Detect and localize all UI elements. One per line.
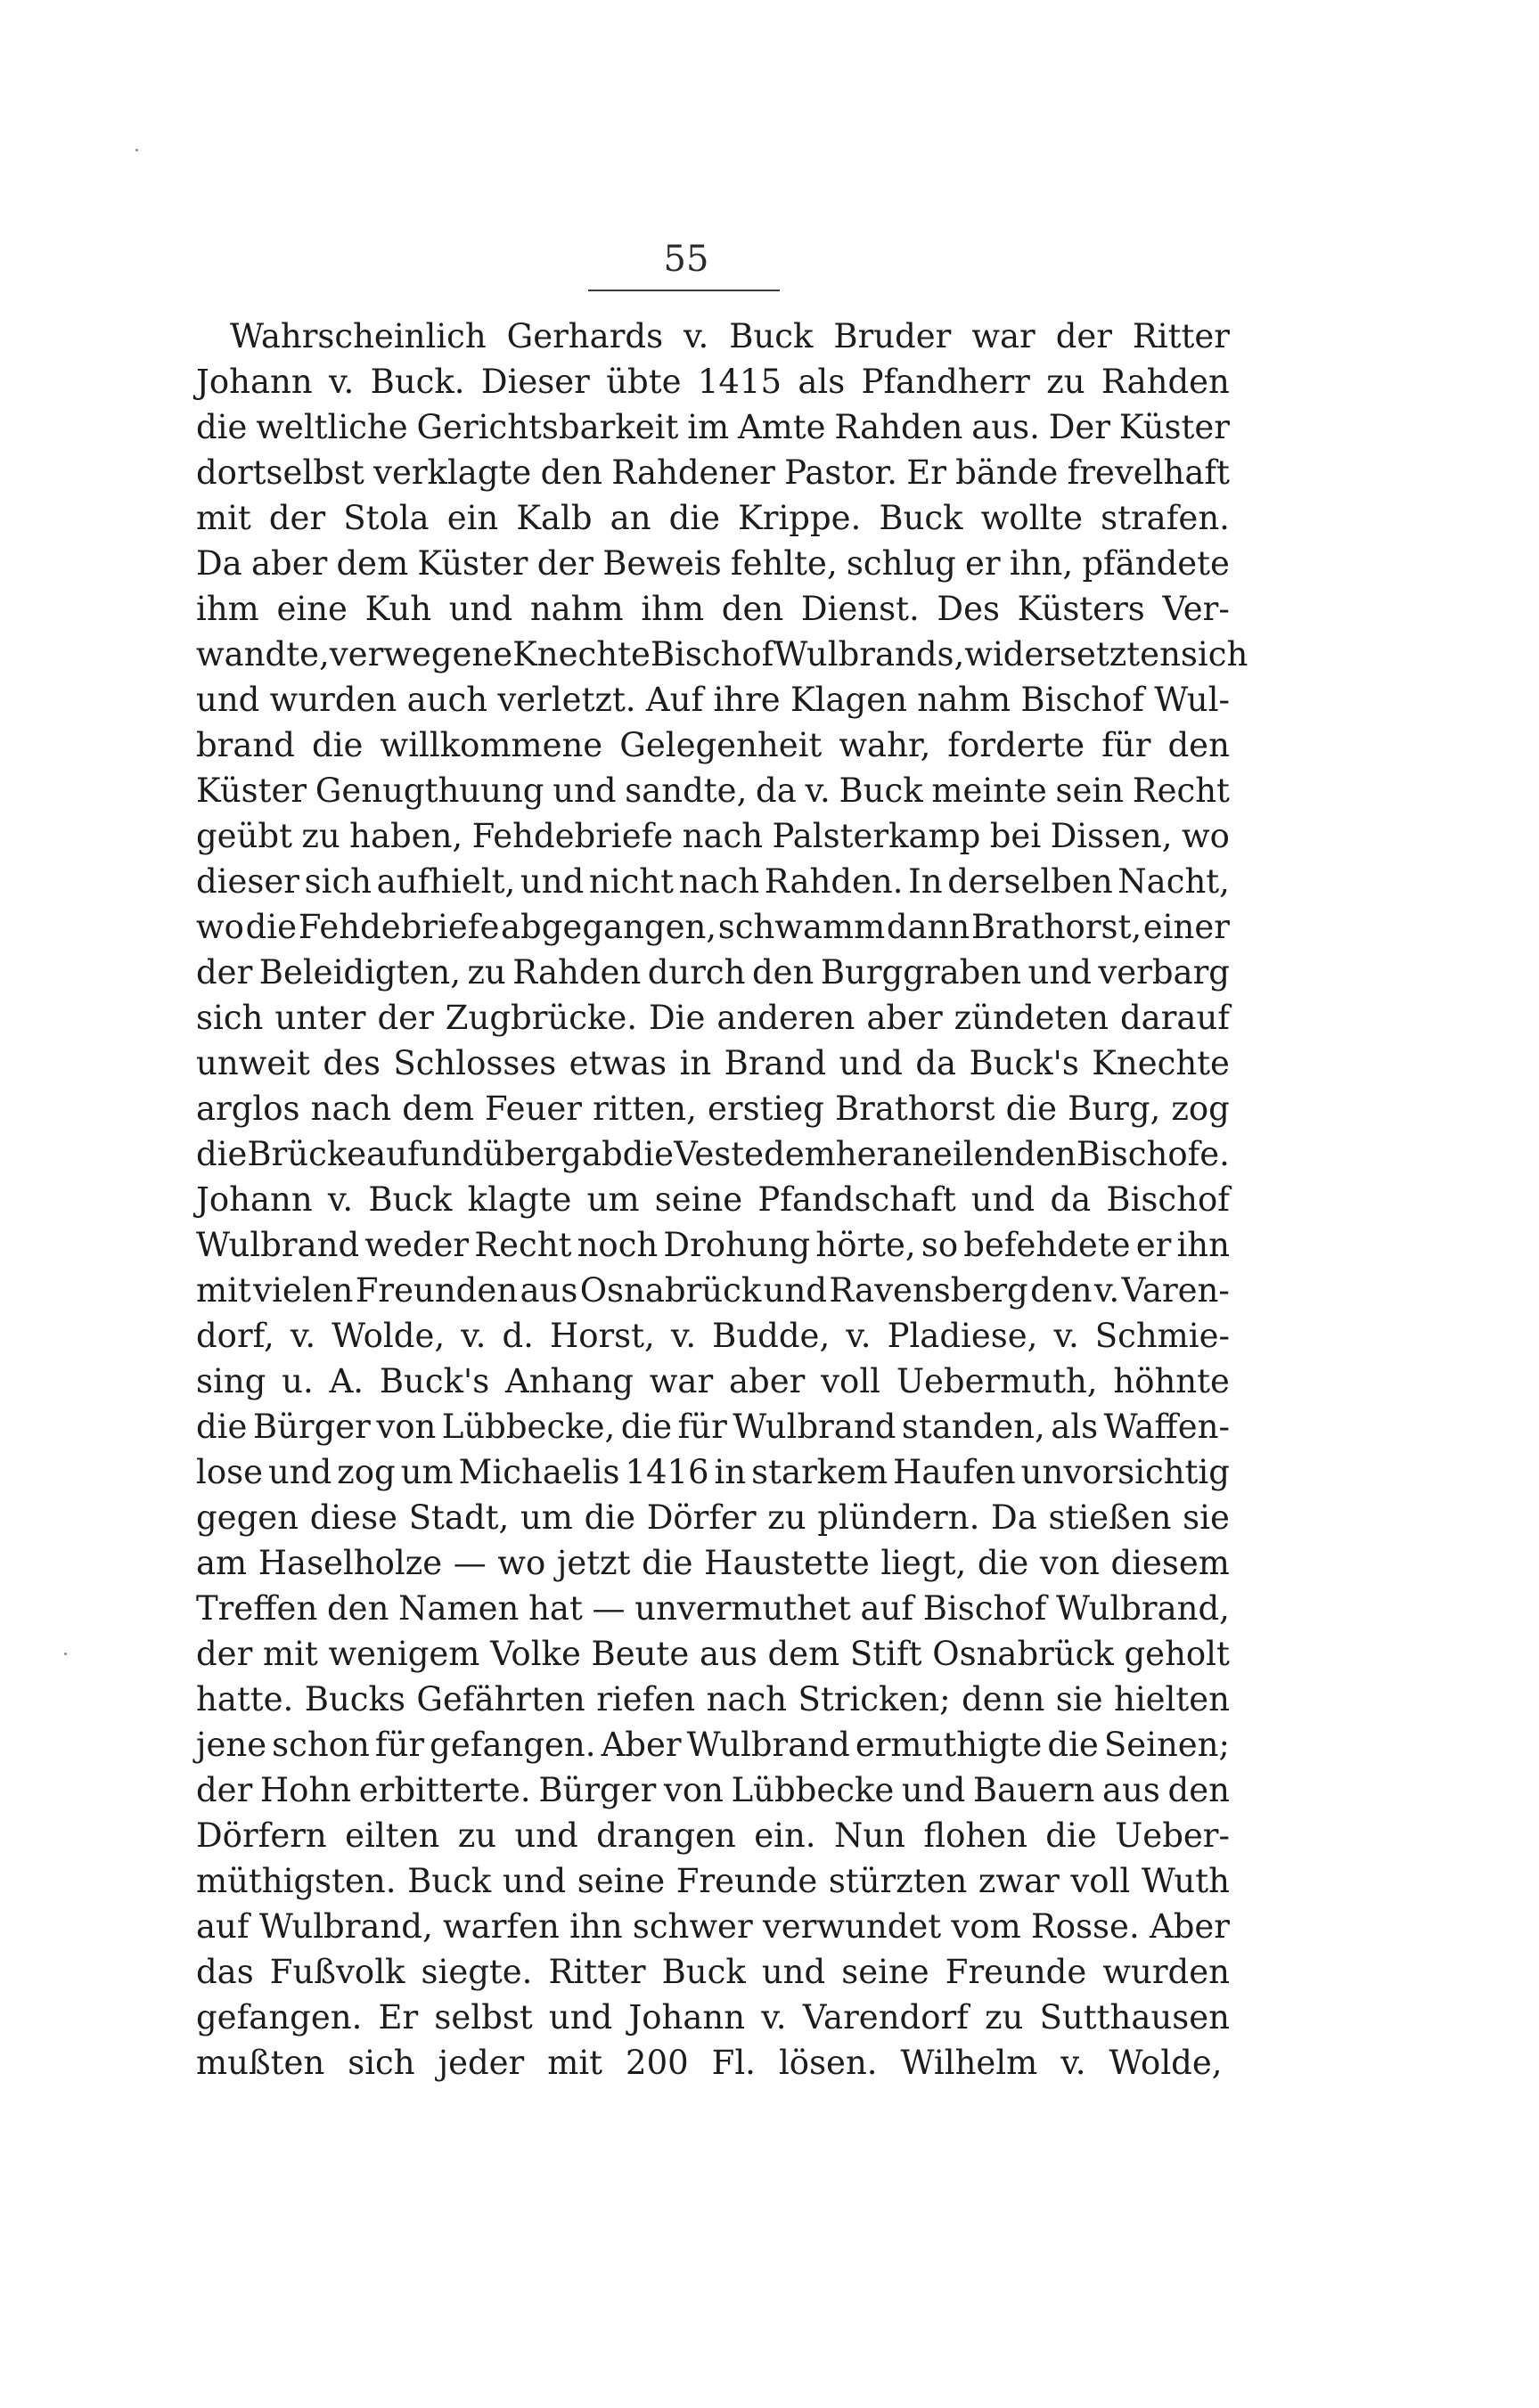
text-line: wo die Fehdebriefe abgegangen, schwamm dann Brathorst, einer [196, 908, 1230, 946]
text-line: arglos nach dem Feuer ritten, erstieg Brathorst die Burg, zog [196, 1090, 1230, 1128]
text-line: Treffen den Namen hat — unvermuthet auf Bischof Wulbrand, [196, 1589, 1230, 1628]
text-line: wandte, verwegene Knechte Bischof Wulbrands, widersetzten sich [196, 635, 1248, 673]
text-line: das Fußvolk siegte. Ritter Buck und seine Freunde wurden [196, 1953, 1230, 1991]
text-line: gegen diese Stadt, um die Dörfer zu plündern. Da stießen sie [196, 1498, 1230, 1537]
text-line: Wahrscheinlich Gerhards v. Buck Bruder war der Ritter [230, 317, 1230, 355]
text-line: hatte. Bucks Gefährten riefen nach Stricken; denn sie hielten [196, 1680, 1230, 1718]
text-line: geübt zu haben, Fehdebriefe nach Palsterkamp bei Dissen, wo [196, 817, 1230, 855]
scan-speck [135, 149, 138, 151]
text-line: brand die willkommene Gelegenheit wahr, forderte für den [196, 726, 1230, 764]
page-number: 55 [663, 239, 709, 280]
text-line: jene schon für gefangen. Aber Wulbrand ermuthigte die Seinen; [196, 1726, 1230, 1764]
body-text [196, 314, 1248, 2086]
text-line: dorf, v. Wolde, v. d. Horst, v. Budde, v. Pladiese, v. Schmie- [196, 1317, 1230, 1355]
text-line: mußten sich jeder mit 200 Fl. lösen. Wilhelm v. Wolde, [196, 2044, 1223, 2082]
text-line: Wulbrand weder Recht noch Drohung hörte, so befehdete er ihn [196, 1226, 1230, 1264]
text-line: mit der Stola ein Kalb an die Krippe. Buck wollte strafen. [196, 499, 1230, 537]
text-line: Küster Genugthuung und sandte, da v. Buck meinte sein Recht [196, 771, 1230, 810]
text-line: dortselbst verklagte den Rahdener Pastor. Er bände frevelhaft [196, 453, 1230, 492]
text-line: Dörfern eilten zu und drangen ein. Nun flohen die Ueber- [196, 1816, 1230, 1855]
text-line: gefangen. Er selbst und Johann v. Varendorf zu Sutthausen [196, 1998, 1230, 2037]
text-line: der Hohn erbitterte. Bürger von Lübbecke und Bauern aus den [196, 1771, 1230, 1809]
text-line: die Bürger von Lübbecke, die für Wulbrand standen, als Waffen- [196, 1408, 1230, 1446]
text-line: müthigsten. Buck und seine Freunde stürzten zwar voll Wuth [196, 1862, 1230, 1900]
scan-speck [64, 1653, 67, 1655]
text-line: lose und zog um Michaelis 1416 in starkem Haufen unvorsichtig [196, 1453, 1230, 1491]
text-line: die Brücke auf und übergab die Veste dem heraneilenden Bischofe. [196, 1135, 1230, 1173]
text-line: am Haselholze — wo jetzt die Haustette liegt, die von diesem [196, 1544, 1230, 1582]
text-line: Johann v. Buck. Dieser übte 1415 als Pfandherr zu Rahden [196, 363, 1230, 401]
text-line: ihm eine Kuh und nahm ihm den Dienst. Des Küsters Ver- [196, 590, 1230, 628]
page-number-rule [588, 290, 780, 291]
text-line: unweit des Schlosses etwas in Brand und da Buck's Knechte [196, 1044, 1230, 1082]
text-line: Da aber dem Küster der Beweis fehlte, schlug er ihn, pfändete [196, 544, 1230, 583]
text-line: sich unter der Zugbrücke. Die anderen aber zündeten darauf [196, 999, 1230, 1037]
text-line: der mit wenigem Volke Beute aus dem Stift Osnabrück geholt [196, 1635, 1230, 1673]
text-line: und wurden auch verletzt. Auf ihre Klagen nahm Bischof Wul- [196, 681, 1230, 719]
text-line: dieser sich aufhielt, und nicht nach Rahden. In derselben Nacht, [196, 862, 1230, 901]
text-line: sing u. A. Buck's Anhang war aber voll Uebermuth, höhnte [196, 1362, 1230, 1400]
text-line: auf Wulbrand, warfen ihn schwer verwundet vom Rosse. Aber [196, 1907, 1230, 1946]
text-line: Johann v. Buck klagte um seine Pfandschaft und da Bischof [196, 1180, 1230, 1219]
text-line: der Beleidigten, zu Rahden durch den Burggraben und verbarg [196, 953, 1230, 992]
text-line: die weltliche Gerichtsbarkeit im Amte Rahden aus. Der Küster [196, 408, 1230, 446]
text-line: mit vielen Freunden aus Osnabrück und Ravensberg den v. Varen- [196, 1271, 1230, 1310]
